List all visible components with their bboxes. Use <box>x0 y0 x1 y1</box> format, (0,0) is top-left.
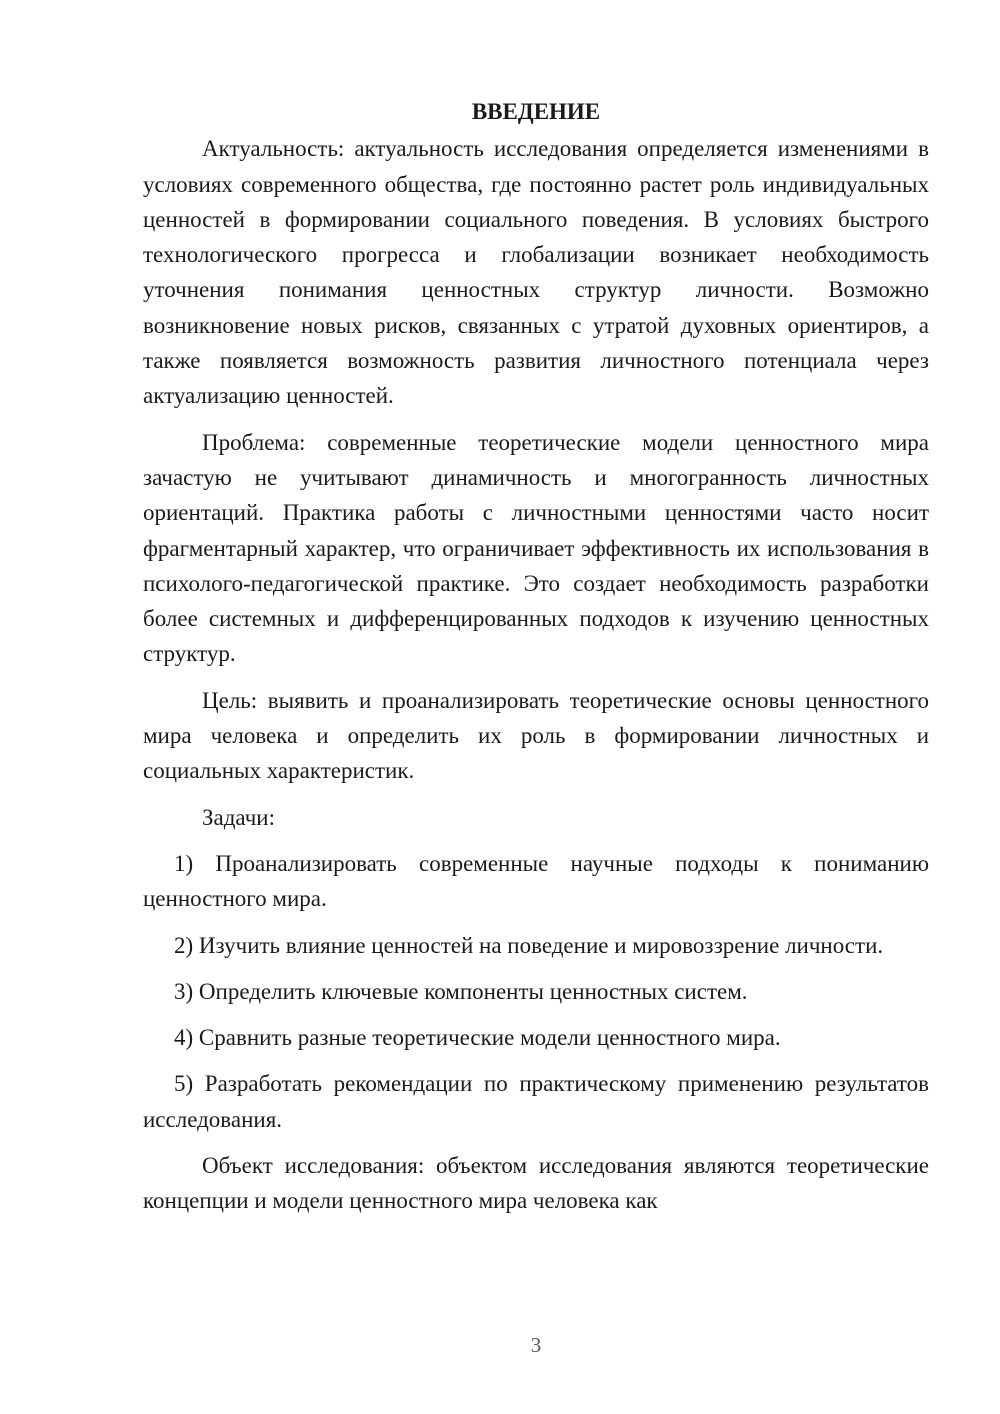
task-item: 4) Сравнить разные теоретические модели ценностного мира. <box>174 1025 781 1051</box>
task-item: 3) Определить ключевые компоненты ценностных систем. <box>174 978 748 1004</box>
problem-paragraph: Проблема: современные теоретические модели ценностного мира зачастую не учитывают динамичность и многогранность личностных ориентаций. Практика работы с личностными ценностями часто носит фрагментарный характер, что ограничивает эффективность их использования в психолого-педагогической практике. Это создает необходимость разработки более системных и дифференцированных подходов к изучению ценностных структур. <box>143 429 929 667</box>
page-content <box>143 94 929 1230</box>
task-item: 2) Изучить влияние ценностей на поведение и мировоззрение личности. <box>174 932 884 958</box>
tasks-heading: Задачи: <box>202 804 275 830</box>
task-item: 5) Разработать рекомендации по практическому применению результатов исследования. <box>143 1071 929 1132</box>
section-title: ВВЕДЕНИЕ <box>471 99 601 124</box>
page-number: 3 <box>530 1333 542 1357</box>
task-item: 1) Проанализировать современные научные подходы к пониманию ценностного мира. <box>143 850 929 912</box>
relevance-paragraph: Актуальность: актуальность исследования определяется изменениями в условиях современного общества, где постоянно растет роль индивидуальных ценностей в формировании социального поведения. В условиях быстрого технологического прогресса и глобализации возникает необходимость уточнения понимания ценностных структур личности. Возможно возникновение новых рисков, связанных с утратой духовных ориентиров, а также появляется возможность развития личностного потенциала через актуализацию ценностей. <box>143 136 929 409</box>
object-paragraph: Объект исследования: объектом исследования являются теоретические концепции и модели ценностного мира человека как <box>143 1153 929 1214</box>
goal-paragraph: Цель: выявить и проанализировать теоретические основы ценностного мира человека и определить их роль в формировании личностных и социальных характеристик. <box>143 687 929 784</box>
